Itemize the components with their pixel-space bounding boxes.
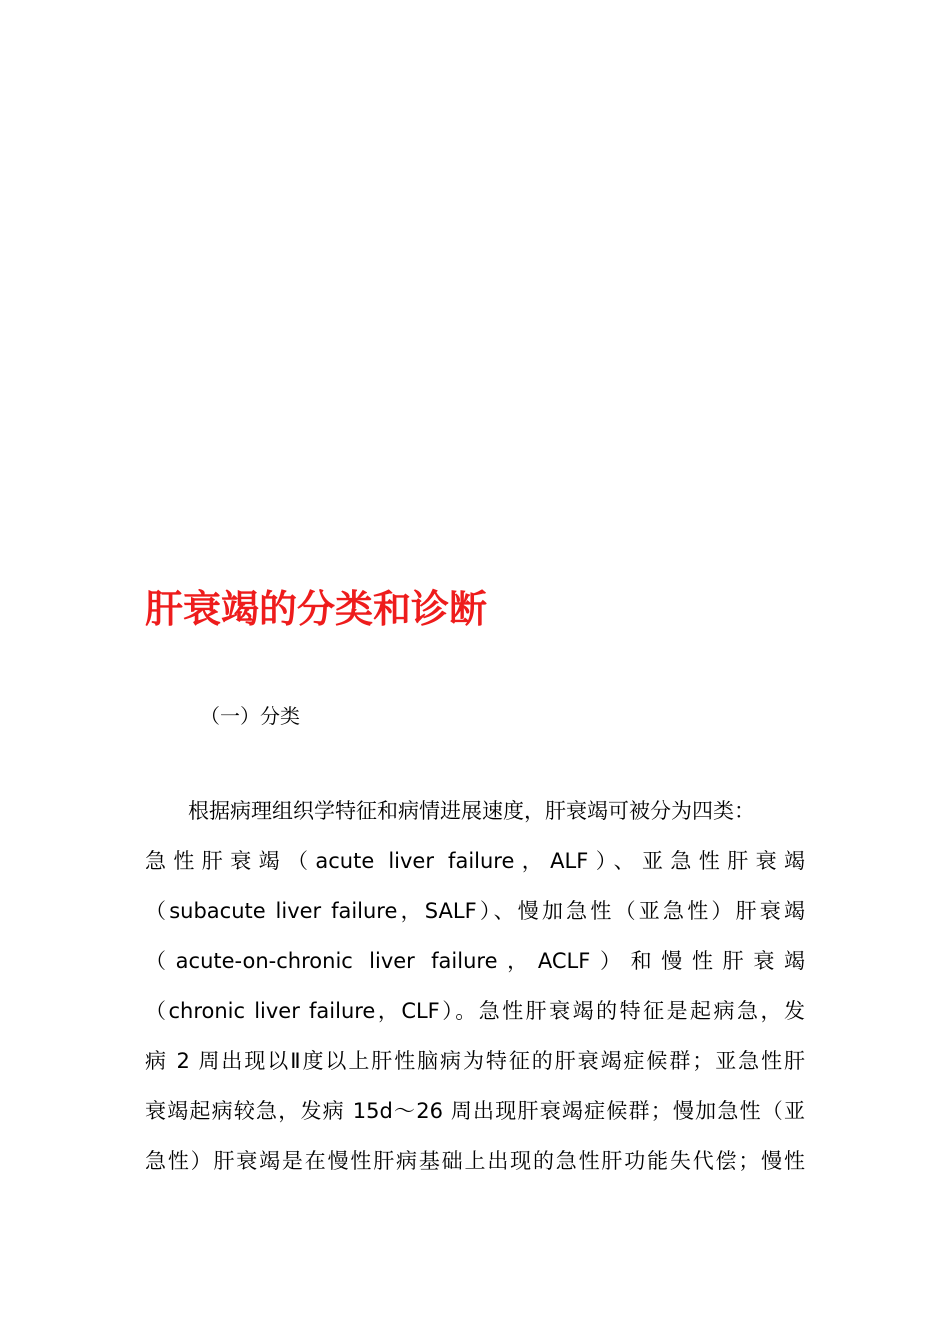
paragraph-line: 根据病理组织学特征和病情进展速度，肝衰竭可被分为四类： bbox=[188, 799, 755, 823]
section-heading-classification: （一）分类 bbox=[200, 704, 300, 728]
paragraph-line: （acute-on-chronic liver failure，ACLF）和慢性肝衰竭 bbox=[145, 949, 805, 973]
page-title: 肝衰竭的分类和诊断 bbox=[145, 587, 488, 631]
paragraph-line: （subacute liver failure，SALF）、慢加急性（亚急性）肝衰竭 bbox=[145, 899, 805, 923]
paragraph-line: 急性肝衰竭（acute liver failure，ALF）、亚急性肝衰竭 bbox=[145, 849, 805, 873]
paragraph-line: 病 2 周出现以Ⅱ度以上肝性脑病为特征的肝衰竭症候群；亚急性肝 bbox=[145, 1049, 805, 1073]
paragraph-line: 急性）肝衰竭是在慢性肝病基础上出现的急性肝功能失代偿；慢性 bbox=[145, 1149, 805, 1173]
paragraph-line: 衰竭起病较急，发病 15d～26 周出现肝衰竭症候群；慢加急性（亚 bbox=[145, 1099, 805, 1123]
paragraph-line: （chronic liver failure，CLF）。急性肝衰竭的特征是起病急，发 bbox=[145, 999, 805, 1023]
